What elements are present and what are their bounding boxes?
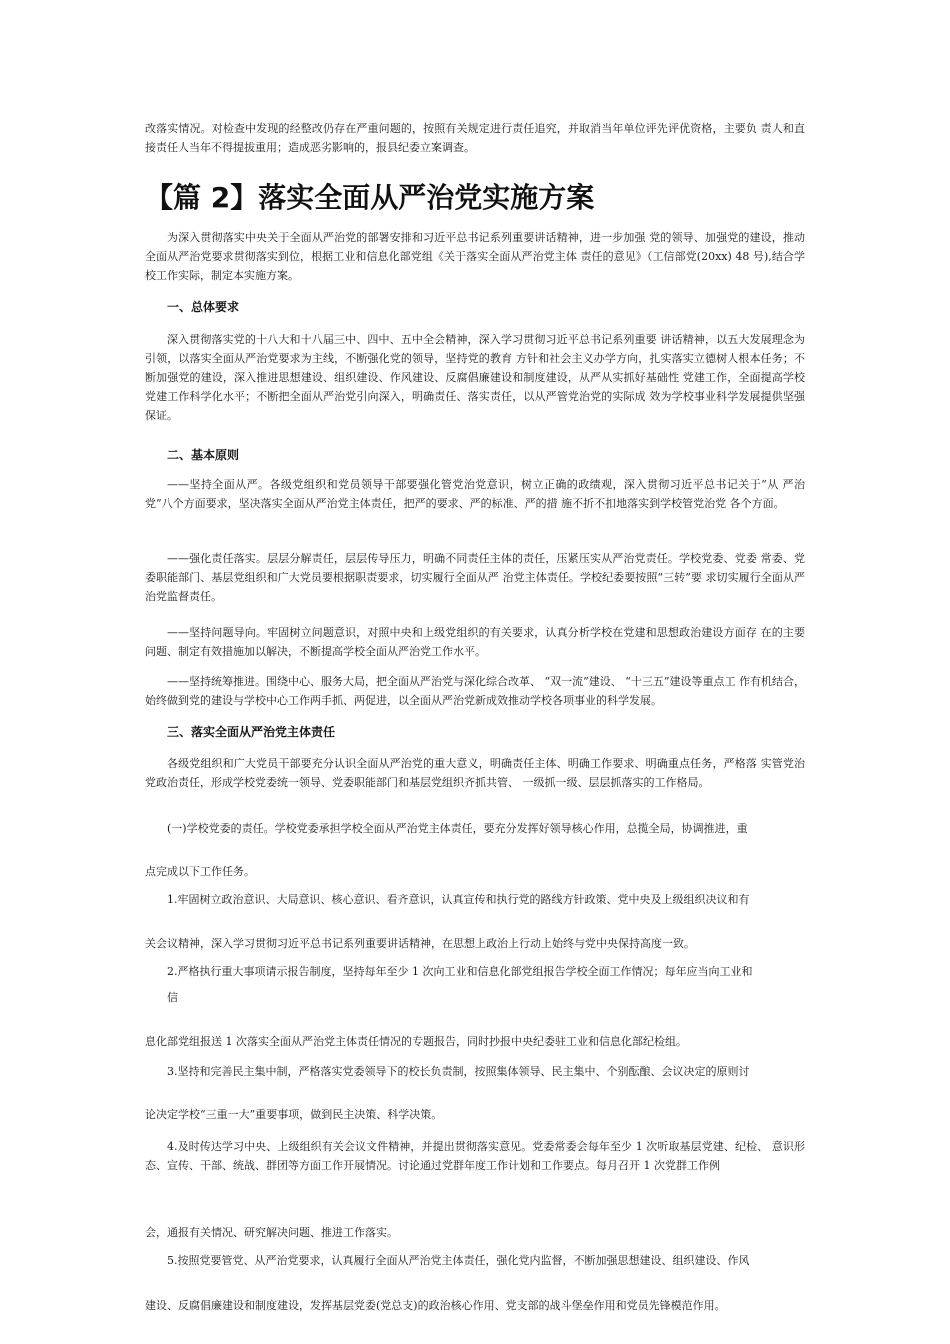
item-3b — [145, 1105, 805, 1124]
item-0a — [145, 819, 805, 838]
list-item: (一)学校党委的责任。学校党委承担学校全面从严治党主体责任，要充分发挥好领导核心作用，总揽全局，协调推进，重 — [167, 822, 748, 835]
page-title: 【篇 2】落实全面从严治党实施方案 — [145, 181, 595, 214]
list-item: 点完成以下工作任务。 — [145, 865, 255, 878]
section-heading-main-responsibility: 三、落实全面从严治党主体责任 — [167, 725, 336, 739]
list-item: 信 — [167, 991, 178, 1004]
section-1-paragraph: 深入贯彻落实党的十八大和十八届三中、四中、五中全会精神，深入学习贯彻习近平总书记系列重要 讲话精神，以五大发展理念为引领，以落实全面从严治党要求为主线，不断强化党的领导，坚持党的教育 方针和社会主义办学方向，扎实落实立德树人根本任务；不断加强党的建设，深入推进思想建设、组织建设、作风建设、反腐倡廉建设和制度建设，从严从实抓好基础性 党建工作，全面提高学校党建工作科学化水平；不断把全面从严治党引向深入，明确责任、落实责任，以从严管党治党的实际成 效为学校事业科学发展提供坚强保证。 — [145, 333, 805, 422]
item-0b — [145, 862, 805, 881]
intro-block — [145, 228, 805, 285]
item-4b — [145, 1223, 805, 1242]
list-item: 关会议精神，深入学习贯彻习近平总书记系列重要讲话精神，在思想上政治上行动上始终与党中央保持高度一致。 — [145, 937, 695, 950]
section-heading-basic-principles: 二、基本原则 — [167, 448, 240, 462]
principle-paragraph: ——坚持全面从严。各级党组织和党员领导干部要强化管党治党意识，树立正确的政绩观，深入贯彻习近平总书记关于“从 严治党”八个方面要求，坚决落实全面从严治党主体责任，把严的要求、严的标准、严的措 施不折不扣地落实到学校管党治党 各个方面。 — [145, 478, 805, 510]
item-5b — [145, 1296, 805, 1315]
principle-3-block — [145, 623, 805, 661]
list-item: 4.及时传达学习中央、上级组织有关会议文件精神，并提出贯彻落实意见。党委常委会每年至少 1 次听取基层党建、纪检、 意识形态、宣传、干部、统战、群团等方面工作开展情况。讨论通过党群年度工作计划和工作要点。每月召开 1 次党群工作例 — [145, 1140, 805, 1172]
list-item: 会，通报有关情况、研究解决问题、推进工作落实。 — [145, 1226, 398, 1239]
top-paragraph-block — [145, 119, 805, 157]
section-3-block — [145, 754, 805, 792]
item-2c — [145, 1032, 805, 1051]
intro-paragraph: 为深入贯彻落实中央关于全面从严治党的部署安排和习近平总书记系列重要讲话精神，进一步加强 党的领导、加强党的建设，推动全面从严治党要求贯彻落实到位，根据工业和信息化部党组《关于落实全面从严治党主体 责任的意见》（工信部党(20xx) 48 号),结合学校工作实际，制定本实施方案。 — [145, 231, 805, 282]
list-item: 2.严格执行重大事项请示报告制度，坚持每年至少 1 次向工业和信息化部党组报告学校全面工作情况；每年应当向工业和 — [167, 965, 753, 978]
principle-paragraph: ——强化责任落实。层层分解责任，层层传导压力，明确不同责任主体的责任，压紧压实从严治党责任。学校党委、党委 常委、党委职能部门、基层党组织和广大党员要根据职责要求，切实履行全面从严 治党主体责任。学校纪委要按照“三转”要 求切实履行全面从严治党监督责任。 — [145, 552, 805, 603]
principle-paragraph: ——坚持统筹推进。围绕中心、服务大局，把全面从严治党与深化综合改革、 “双一流”建设、 “十三五”建设等重点工 作有机结合，始终做到党的建设与学校中心工作两手抓、两促进，以全面从严治党新成效推动学校各项事业的科学发展。 — [145, 675, 805, 707]
item-1a — [145, 890, 805, 909]
item-2b — [145, 988, 805, 1007]
list-item: 论决定学校“三重一大”重要事项，做到民主决策、科学决策。 — [145, 1108, 443, 1121]
item-2a — [145, 962, 805, 981]
item-1b — [145, 934, 805, 953]
item-4a — [145, 1137, 805, 1175]
list-item: 息化部党组报送 1 次落实全面从严治党主体责任情况的专题报告，同时抄报中央纪委驻工业和信息化部纪检组。 — [145, 1035, 687, 1048]
top-paragraph: 改落实情况。对检查中发现的经整改仍存在严重问题的，按照有关规定进行责任追究，并取消当年单位评先评优资格，主要负 责人和直接责任人当年不得提拔重用；造成恶劣影响的，报县纪委立案调查。 — [145, 122, 805, 154]
principle-2-block — [145, 549, 805, 606]
list-item: 5.按照党要管党、从严治党要求，认真履行全面从严治党主体责任，强化党内监督，不断加强思想建设、组织建设、作风 — [167, 1254, 750, 1267]
section-heading-general-requirements: 一、总体要求 — [167, 300, 240, 314]
list-item: 1.牢固树立政治意识、大局意识、核心意识、看齐意识，认真宣传和执行党的路线方针政策、党中央及上级组织决议和有 — [167, 893, 750, 906]
principle-1-block — [145, 475, 805, 513]
list-item: 建设、反腐倡廉建设和制度建设，发挥基层党委(党总支)的政治核心作用、党支部的战斗堡垒作用和党员先锋模范作用。 — [145, 1299, 726, 1312]
list-item: 3.坚持和完善民主集中制，严格落实党委领导下的校长负责制，按照集体领导、民主集中、个别酝酿、会议决定的原则讨 — [167, 1065, 750, 1078]
principle-paragraph: ——坚持问题导向。牢固树立问题意识，对照中央和上级党组织的有关要求，认真分析学校在党建和思想政治建设方面存 在的主要问题、制定有效措施加以解决，不断提高学校全面从严治党工作水平。 — [145, 626, 805, 658]
section-1-block — [145, 330, 805, 425]
section-3-paragraph: 各级党组织和广大党员干部要充分认识全面从严治党的重大意义，明确责任主体、明确工作要求、明确重点任务，严格落 实管党治党政治责任，形成学校党委统一领导、党委职能部门和基层党组织齐抓共管、 一级抓一级、层层抓落实的工作格局。 — [145, 757, 805, 789]
item-5a — [145, 1251, 805, 1270]
item-3a — [145, 1062, 805, 1081]
principle-4-block — [145, 672, 805, 710]
